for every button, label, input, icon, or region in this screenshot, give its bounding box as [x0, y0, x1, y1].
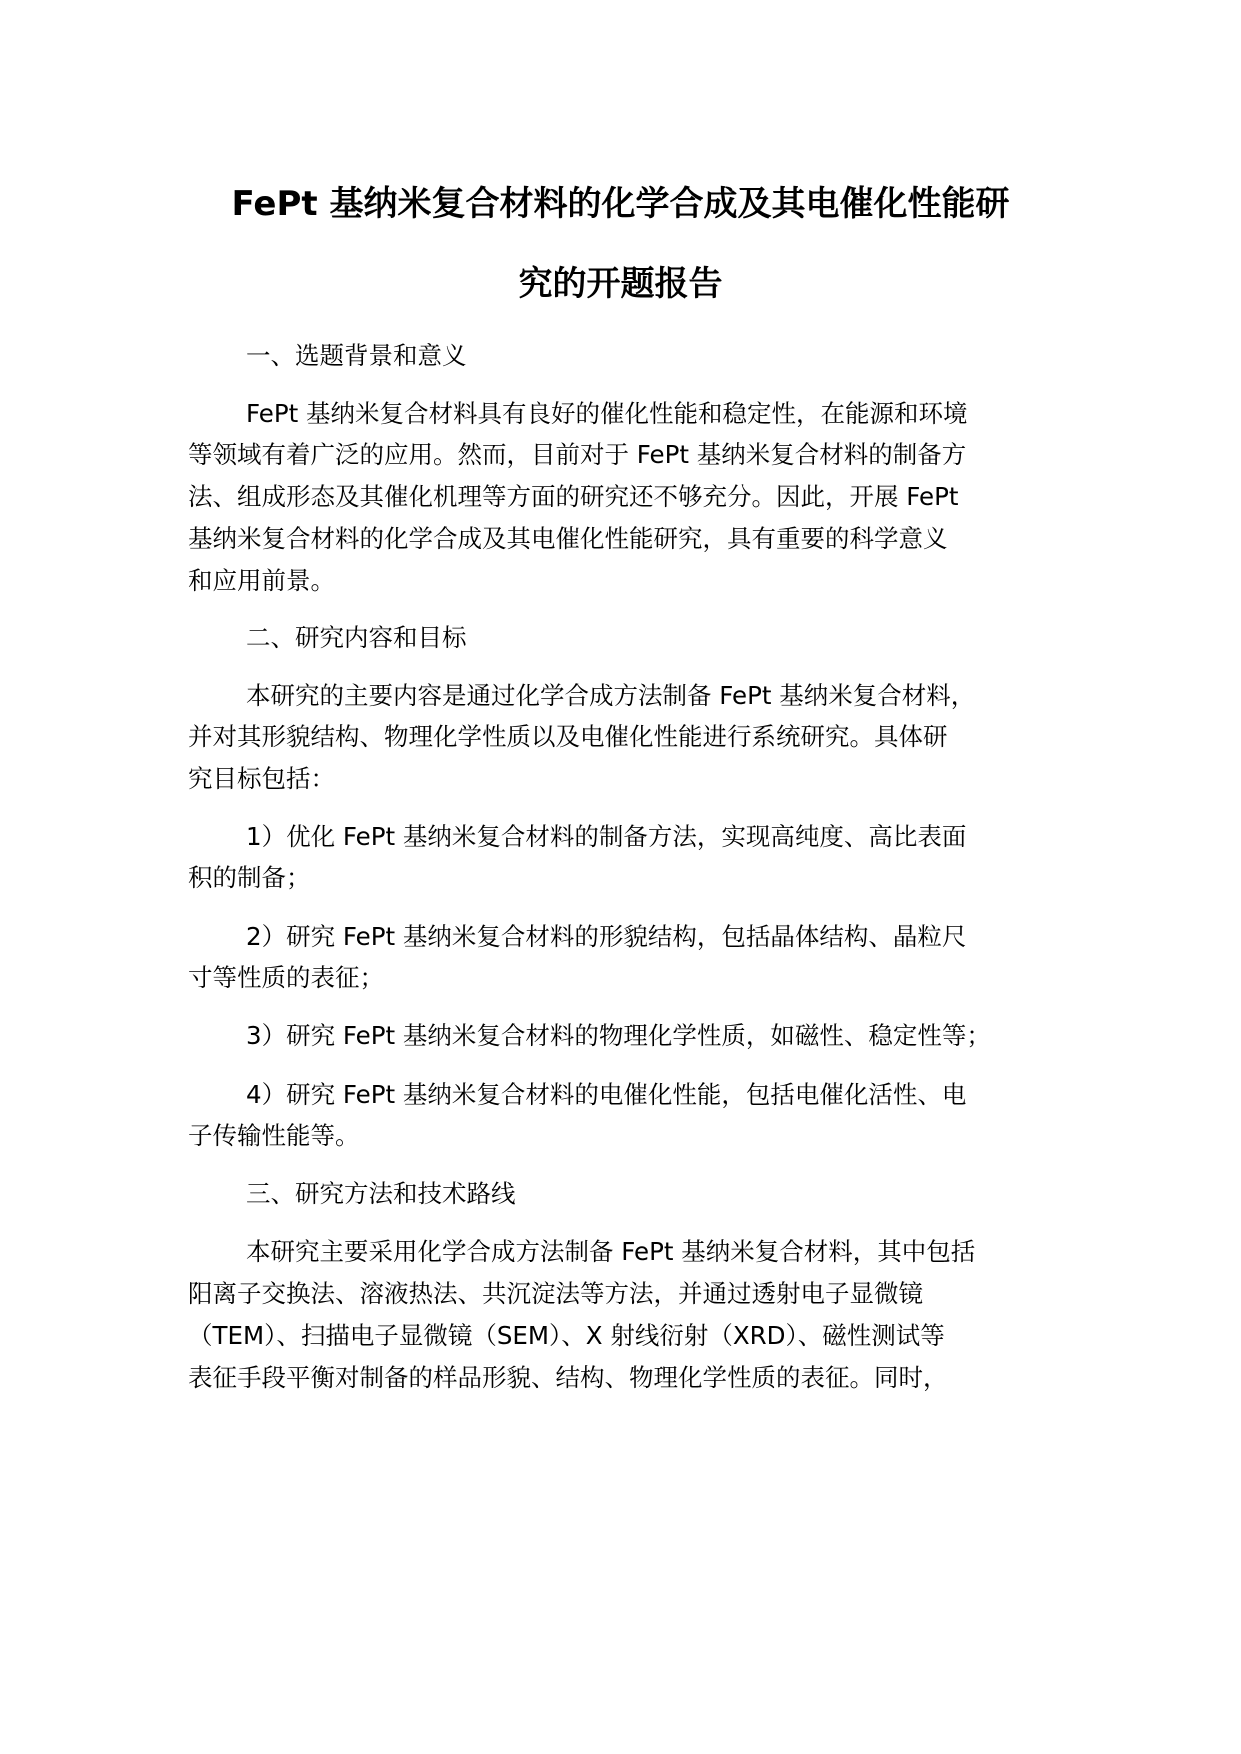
paragraph-line: 基纳米复合材料的化学合成及其电催化性能研究，具有重要的科学意义 — [188, 524, 948, 553]
goal-item-4: 4）研究 FePt 基纳米复合材料的电催化性能，包括电催化活性、电 — [246, 1080, 967, 1109]
paragraph-line: 表征手段平衡对制备的样品形貌、结构、物理化学性质的表征。同时， — [188, 1363, 948, 1392]
goal-item-2: 2）研究 FePt 基纳米复合材料的形貌结构，包括晶体结构、晶粒尺 — [246, 922, 967, 951]
document-title-line-2: 究的开题报告 — [518, 264, 723, 304]
section-heading-3: 三、研究方法和技术路线 — [246, 1179, 516, 1208]
paragraph-line: 本研究主要采用化学合成方法制备 FePt 基纳米复合材料，其中包括 — [246, 1237, 976, 1266]
paragraph-line: 和应用前景。 — [188, 566, 335, 595]
paragraph-line: 法、组成形态及其催化机理等方面的研究还不够充分。因此，开展 FePt — [188, 482, 959, 511]
paragraph-line: 究目标包括： — [188, 764, 335, 793]
goal-item-1-cont: 积的制备； — [188, 863, 311, 892]
section-heading-2: 二、研究内容和目标 — [246, 623, 467, 652]
paragraph-line: 等领域有着广泛的应用。然而，目前对于 FePt 基纳米复合材料的制备方 — [188, 440, 967, 469]
goal-item-2-cont: 寸等性质的表征； — [188, 963, 384, 992]
goal-item-4-cont: 子传输性能等。 — [188, 1121, 360, 1150]
goal-item-1: 1）优化 FePt 基纳米复合材料的制备方法，实现高纯度、高比表面 — [246, 822, 967, 851]
document-title-line-1: FePt 基纳米复合材料的化学合成及其电催化性能研 — [231, 184, 1010, 224]
paragraph-line: 并对其形貌结构、物理化学性质以及电催化性能进行系统研究。具体研 — [188, 722, 948, 751]
paragraph-line: FePt 基纳米复合材料具有良好的催化性能和稳定性，在能源和环境 — [246, 399, 968, 428]
goal-item-3: 3）研究 FePt 基纳米复合材料的物理化学性质，如磁性、稳定性等； — [246, 1021, 991, 1050]
paragraph-line: （TEM）、扫描电子显微镜（SEM）、X 射线衍射（XRD）、磁性测试等 — [188, 1321, 945, 1350]
paragraph-line: 阳离子交换法、溶液热法、共沉淀法等方法，并通过透射电子显微镜 — [188, 1279, 923, 1308]
section-heading-1: 一、选题背景和意义 — [246, 341, 467, 370]
paragraph-line: 本研究的主要内容是通过化学合成方法制备 FePt 基纳米复合材料， — [246, 681, 976, 710]
